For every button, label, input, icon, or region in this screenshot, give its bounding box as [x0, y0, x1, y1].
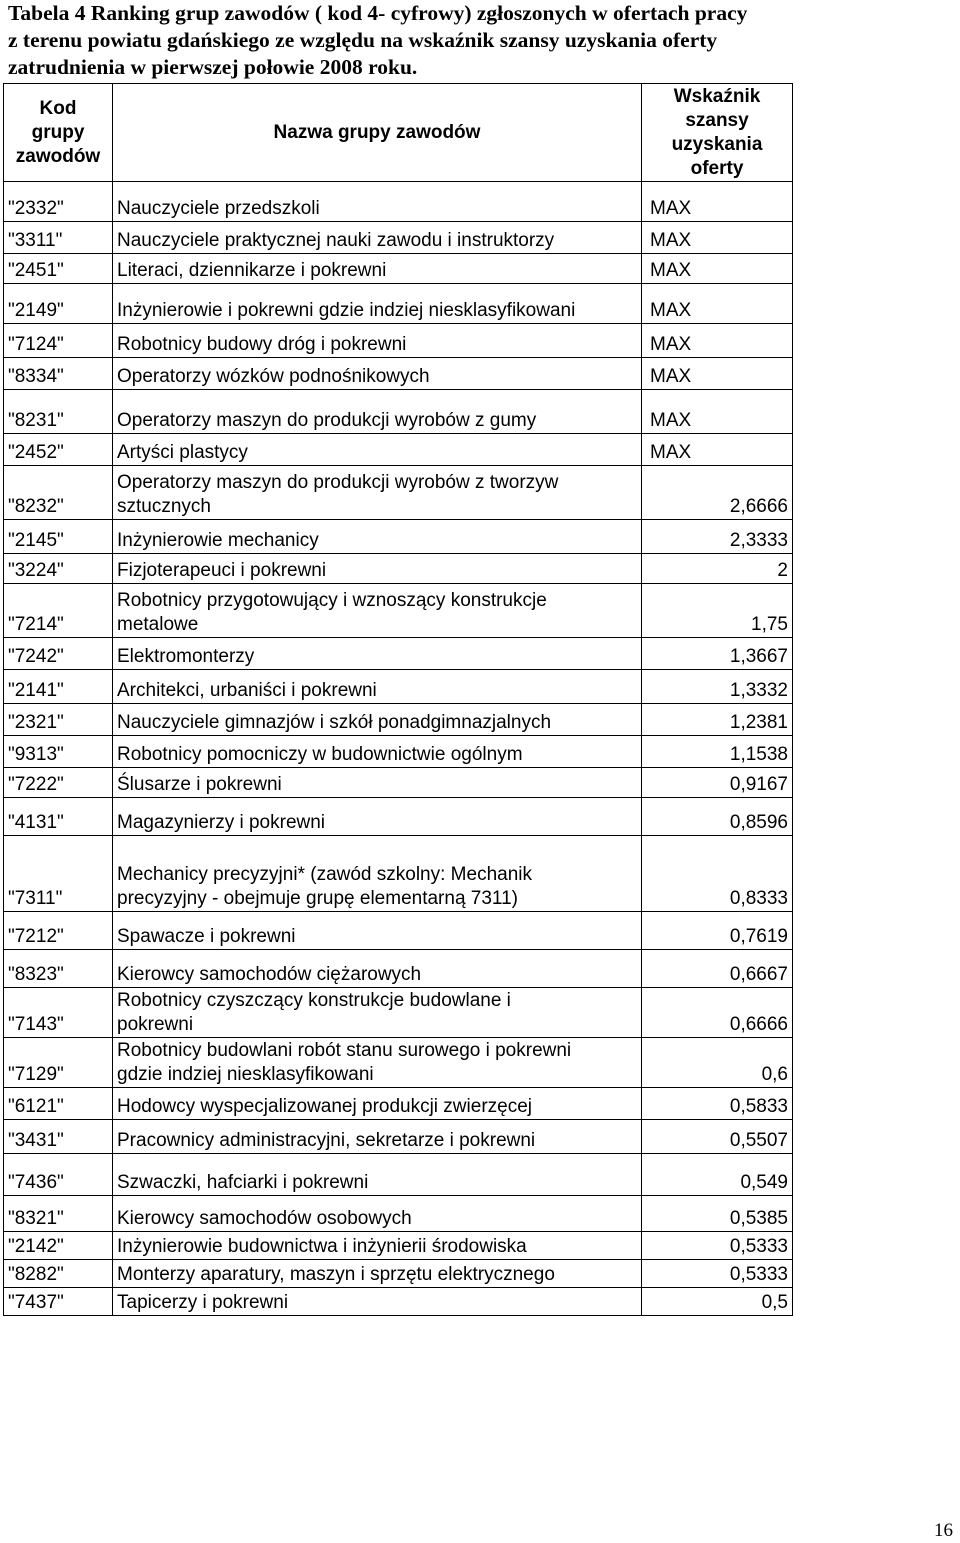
caption-line: zatrudnienia w pierwszej połowie 2008 roku.	[8, 55, 418, 79]
cell-name	[113, 638, 642, 670]
cell-code: "8321"	[4, 1196, 113, 1232]
cell-value: 0,549	[642, 1154, 793, 1196]
caption-line: z terenu powiatu gdańskiego ze względu na wskaźnik szansy uzyskania oferty	[8, 28, 718, 52]
cell-name-line: Monterzy aparatury, maszyn i sprzętu elektrycznego	[117, 1264, 555, 1285]
cell-name	[113, 836, 642, 912]
header-code	[4, 84, 113, 182]
cell-name	[113, 704, 642, 736]
cell-value: MAX	[642, 254, 793, 284]
cell-name	[113, 736, 642, 768]
cell-code: "2145"	[4, 520, 113, 554]
cell-value: 0,6667	[642, 950, 793, 988]
cell-name	[113, 584, 642, 638]
cell-code: "7214"	[4, 584, 113, 638]
cell-code: "8231"	[4, 390, 113, 434]
cell-name	[113, 284, 642, 324]
cell-code: "8323"	[4, 950, 113, 988]
cell-name	[113, 798, 642, 836]
table-row	[4, 466, 793, 520]
cell-name-line: Architekci, urbaniści i pokrewni	[117, 680, 377, 701]
cell-name-line: Hodowcy wyspecjalizowanej produkcji zwierzęcej	[117, 1096, 533, 1117]
cell-name-line: precyzyjny - obejmuje grupę elementarną 7311)	[117, 888, 518, 909]
cell-code: "7311"	[4, 836, 113, 912]
cell-code: "3431"	[4, 1120, 113, 1154]
cell-value: 0,6	[642, 1038, 793, 1088]
cell-name-line: Magazynierzy i pokrewni	[117, 812, 326, 833]
header-code-line: grupy	[31, 121, 85, 143]
table-row	[4, 1120, 793, 1154]
cell-code: "2142"	[4, 1232, 113, 1260]
table-row	[4, 182, 793, 222]
cell-code: "2149"	[4, 284, 113, 324]
cell-code: "3311"	[4, 222, 113, 254]
header-value	[642, 84, 793, 182]
cell-name-line: Kierowcy samochodów osobowych	[117, 1208, 412, 1229]
cell-name	[113, 1232, 642, 1260]
cell-value: 0,8596	[642, 798, 793, 836]
cell-name	[113, 1288, 642, 1316]
cell-name	[113, 520, 642, 554]
cell-value: MAX	[642, 324, 793, 358]
table-row	[4, 670, 793, 704]
cell-name-line: Kierowcy samochodów ciężarowych	[117, 964, 422, 985]
cell-name	[113, 1260, 642, 1288]
cell-name-line: Inżynierowie i pokrewni gdzie indziej niesklasyfikowani	[117, 300, 576, 321]
ranking-table	[3, 83, 793, 1316]
cell-name-line: Inżynierowie mechanicy	[117, 530, 319, 551]
cell-value: MAX	[642, 358, 793, 390]
cell-value: 2,3333	[642, 520, 793, 554]
header-code-line: zawodów	[15, 145, 101, 167]
cell-value: 0,5333	[642, 1232, 793, 1260]
cell-value: 0,5385	[642, 1196, 793, 1232]
cell-name-line: Spawacze i pokrewni	[117, 926, 296, 947]
table-row	[4, 584, 793, 638]
cell-value: 1,3667	[642, 638, 793, 670]
cell-code: "7242"	[4, 638, 113, 670]
cell-value: MAX	[642, 434, 793, 466]
cell-name	[113, 182, 642, 222]
cell-name-line: Literaci, dziennikarze i pokrewni	[117, 260, 387, 281]
header-value-line: szansy	[685, 109, 749, 131]
cell-name-line: Operatorzy maszyn do produkcji wyrobów z gumy	[117, 410, 537, 431]
table-caption	[8, 0, 948, 81]
cell-name	[113, 988, 642, 1038]
cell-code: "8232"	[4, 466, 113, 520]
cell-name	[113, 434, 642, 466]
cell-name	[113, 466, 642, 520]
table-row	[4, 1196, 793, 1232]
cell-name	[113, 324, 642, 358]
cell-value: 2,6666	[642, 466, 793, 520]
table-row	[4, 768, 793, 798]
cell-code: "7222"	[4, 768, 113, 798]
cell-code: "2321"	[4, 704, 113, 736]
cell-name	[113, 1038, 642, 1088]
cell-name-line: sztucznych	[117, 496, 211, 517]
table-body	[4, 182, 793, 1316]
cell-value: MAX	[642, 182, 793, 222]
table-row	[4, 1088, 793, 1120]
table-row	[4, 988, 793, 1038]
cell-name-line: Robotnicy budowlani robót stanu surowego i pokrewni	[117, 1040, 572, 1061]
table-row	[4, 704, 793, 736]
table-row	[4, 390, 793, 434]
cell-name-line: Fizjoterapeuci i pokrewni	[117, 560, 327, 581]
table-row	[4, 520, 793, 554]
cell-name-line: Ślusarze i pokrewni	[117, 774, 282, 795]
cell-value: MAX	[642, 390, 793, 434]
cell-name-line: Artyści plastycy	[117, 442, 248, 463]
cell-name	[113, 254, 642, 284]
cell-code: "7143"	[4, 988, 113, 1038]
cell-code: "2332"	[4, 182, 113, 222]
header-name: Nazwa grupy zawodów	[113, 84, 642, 182]
table-row	[4, 1288, 793, 1316]
cell-code: "4131"	[4, 798, 113, 836]
table-row	[4, 912, 793, 950]
table-row	[4, 554, 793, 584]
cell-value: 0,9167	[642, 768, 793, 798]
header-row	[4, 84, 793, 182]
table-row	[4, 284, 793, 324]
table-row	[4, 222, 793, 254]
cell-code: "7437"	[4, 1288, 113, 1316]
cell-name-line: Operatorzy maszyn do produkcji wyrobów z tworzyw	[117, 472, 559, 493]
cell-name	[113, 1120, 642, 1154]
cell-code: "2141"	[4, 670, 113, 704]
cell-name-line: Elektromonterzy	[117, 646, 255, 667]
table-row	[4, 950, 793, 988]
cell-name	[113, 670, 642, 704]
table-row	[4, 1260, 793, 1288]
table-row	[4, 434, 793, 466]
cell-value: 0,6666	[642, 988, 793, 1038]
cell-value: MAX	[642, 284, 793, 324]
table-row	[4, 358, 793, 390]
cell-value: 0,5833	[642, 1088, 793, 1120]
cell-code: "7124"	[4, 324, 113, 358]
table-row	[4, 324, 793, 358]
cell-name	[113, 358, 642, 390]
table-row	[4, 1038, 793, 1088]
table-row	[4, 836, 793, 912]
cell-name-line: Pracownicy administracyjni, sekretarze i pokrewni	[117, 1130, 536, 1151]
table-row	[4, 1154, 793, 1196]
cell-name-line: Robotnicy przygotowujący i wznoszący konstrukcje	[117, 590, 547, 611]
page-number: 16	[934, 1520, 953, 1541]
cell-name-line: Tapicerzy i pokrewni	[117, 1292, 289, 1313]
cell-code: "2452"	[4, 434, 113, 466]
cell-value: 2	[642, 554, 793, 584]
cell-name-line: Operatorzy wózków podnośnikowych	[117, 366, 430, 387]
cell-value: 1,3332	[642, 670, 793, 704]
cell-code: "7129"	[4, 1038, 113, 1088]
cell-value: MAX	[642, 222, 793, 254]
cell-name-line: Inżynierowie budownictwa i inżynierii środowiska	[117, 1236, 527, 1257]
table-row	[4, 1232, 793, 1260]
header-value-line: oferty	[690, 157, 744, 179]
cell-name-line: Mechanicy precyzyjni* (zawód szkolny: Mechanik	[117, 864, 532, 885]
cell-value: 1,75	[642, 584, 793, 638]
cell-name-line: metalowe	[117, 614, 199, 635]
cell-value: 1,1538	[642, 736, 793, 768]
cell-name-line: gdzie indziej niesklasyfikowani	[117, 1064, 374, 1085]
cell-name-line: Robotnicy budowy dróg i pokrewni	[117, 334, 407, 355]
cell-name-line: Szwaczki, hafciarki i pokrewni	[117, 1172, 369, 1193]
cell-code: "8334"	[4, 358, 113, 390]
cell-code: "7212"	[4, 912, 113, 950]
cell-name-line: Nauczyciele przedszkoli	[117, 198, 320, 219]
cell-name	[113, 390, 642, 434]
header-value-line: Wskaźnik	[673, 85, 761, 107]
cell-code: "6121"	[4, 1088, 113, 1120]
cell-name-line: Robotnicy pomocniczy w budownictwie ogólnym	[117, 744, 523, 765]
cell-name-line: Nauczyciele praktycznej nauki zawodu i instruktorzy	[117, 230, 555, 251]
cell-name	[113, 1088, 642, 1120]
cell-value: 0,8333	[642, 836, 793, 912]
header-value-line: uzyskania	[671, 133, 763, 155]
cell-code: "8282"	[4, 1260, 113, 1288]
cell-name	[113, 912, 642, 950]
caption-line: Tabela 4 Ranking grup zawodów ( kod 4- cyfrowy) zgłoszonych w ofertach pracy	[8, 1, 748, 25]
cell-name	[113, 950, 642, 988]
cell-name	[113, 1196, 642, 1232]
cell-name-line: Nauczyciele gimnazjów i szkół ponadgimnazjalnych	[117, 712, 552, 733]
cell-value: 0,5333	[642, 1260, 793, 1288]
cell-code: "3224"	[4, 554, 113, 584]
table-row	[4, 798, 793, 836]
cell-value: 0,5	[642, 1288, 793, 1316]
cell-name-line: pokrewni	[117, 1014, 194, 1035]
header-code-line: Kod	[39, 97, 77, 119]
table-row	[4, 254, 793, 284]
cell-name-line: Robotnicy czyszczący konstrukcje budowlane i	[117, 990, 511, 1011]
cell-value: 0,7619	[642, 912, 793, 950]
cell-name	[113, 1154, 642, 1196]
cell-name	[113, 768, 642, 798]
cell-value: 1,2381	[642, 704, 793, 736]
cell-code: "7436"	[4, 1154, 113, 1196]
cell-name	[113, 554, 642, 584]
table-row	[4, 638, 793, 670]
cell-code: "2451"	[4, 254, 113, 284]
cell-code: "9313"	[4, 736, 113, 768]
cell-value: 0,5507	[642, 1120, 793, 1154]
cell-name	[113, 222, 642, 254]
table-row	[4, 736, 793, 768]
